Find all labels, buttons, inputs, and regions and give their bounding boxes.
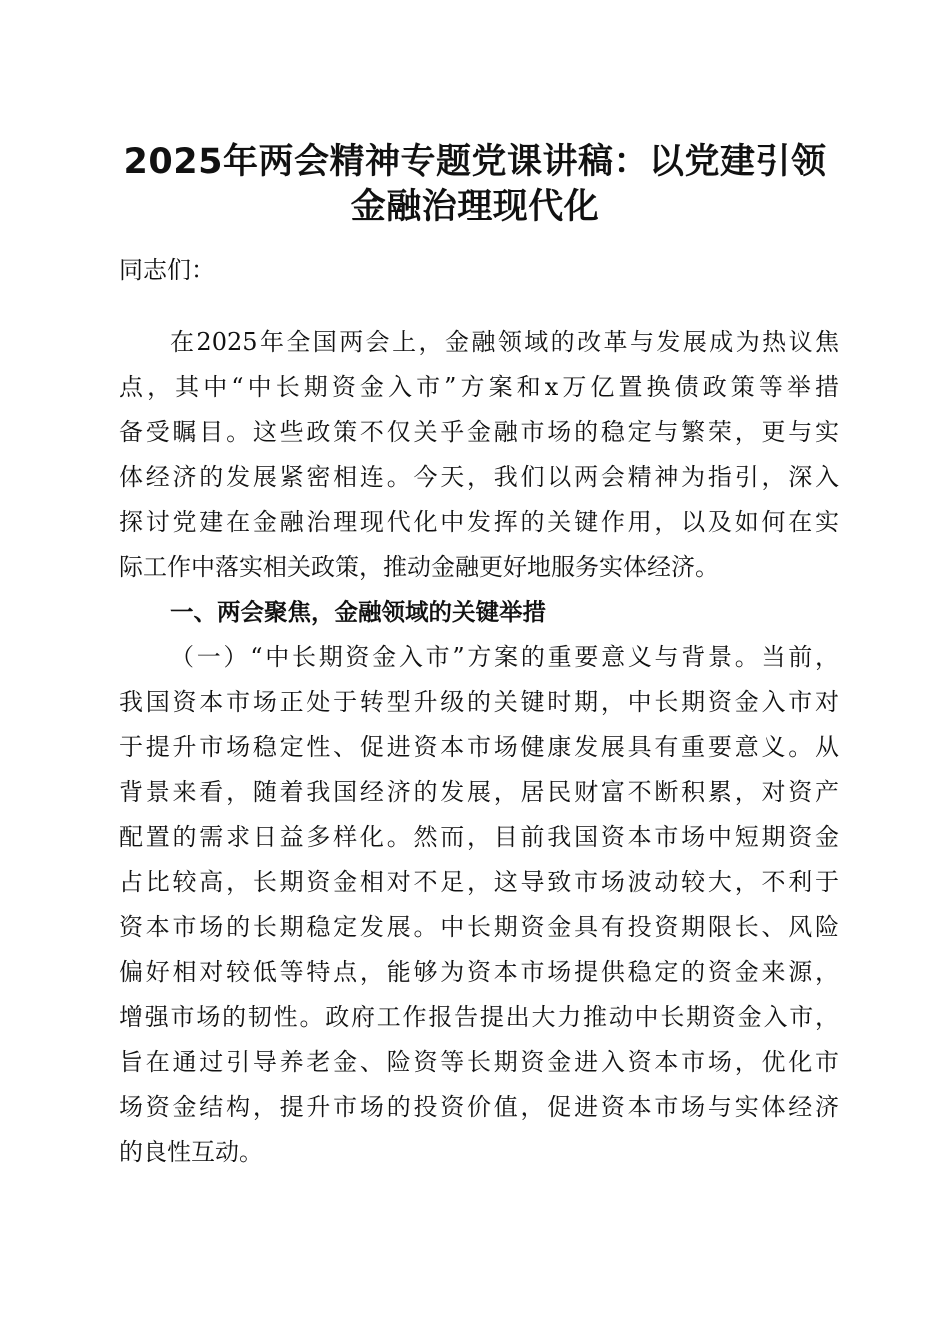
- paragraph-line: 偏好相对较低等特点，能够为资本市场提供稳定的资金来源，: [119, 958, 839, 986]
- paragraph-line: 我国资本市场正处于转型升级的关键时期，中长期资金入市对: [119, 688, 839, 716]
- paragraph-line: 场资金结构，提升市场的投资价值，促进资本市场与实体经济: [119, 1093, 839, 1121]
- paragraph-line: 背景来看，随着我国经济的发展，居民财富不断积累，对资产: [119, 778, 839, 806]
- paragraph-line: 旨在通过引导养老金、险资等长期资金进入资本市场，优化市: [119, 1048, 839, 1076]
- greeting: 同志们：: [119, 256, 215, 284]
- paragraph-line: 于提升市场稳定性、促进资本市场健康发展具有重要意义。从: [119, 733, 839, 761]
- paragraph-line: 际工作中落实相关政策，推动金融更好地服务实体经济。: [119, 553, 719, 581]
- document-title-line-1: 2025年两会精神专题党课讲稿：以党建引领: [123, 142, 827, 182]
- paragraph-line: 的良性互动。: [119, 1138, 263, 1166]
- paragraph-line: 点，其中“中长期资金入市”方案和x万亿置换债政策等举措: [119, 373, 839, 401]
- paragraph-line: 配置的需求日益多样化。然而，目前我国资本市场中短期资金: [119, 823, 839, 851]
- paragraph-line: 在2025年全国两会上，金融领域的改革与发展成为热议焦: [170, 328, 839, 356]
- paragraph-line: 体经济的发展紧密相连。今天，我们以两会精神为指引，深入: [119, 463, 839, 491]
- section-heading: 一、两会聚焦，金融领域的关键举措: [170, 598, 546, 626]
- document-title-line-2: 金融治理现代化: [350, 187, 600, 227]
- paragraph-line: 占比较高，长期资金相对不足，这导致市场波动较大，不利于: [119, 868, 839, 896]
- paragraph-line: 资本市场的长期稳定发展。中长期资金具有投资期限长、风险: [119, 913, 839, 941]
- paragraph-line: 增强市场的韧性。政府工作报告提出大力推动中长期资金入市，: [119, 1003, 839, 1031]
- paragraph-line: 备受瞩目。这些政策不仅关乎金融市场的稳定与繁荣，更与实: [119, 418, 839, 446]
- paragraph-line: （一）“中长期资金入市”方案的重要意义与背景。当前，: [170, 643, 839, 671]
- paragraph-line: 探讨党建在金融治理现代化中发挥的关键作用，以及如何在实: [119, 508, 839, 536]
